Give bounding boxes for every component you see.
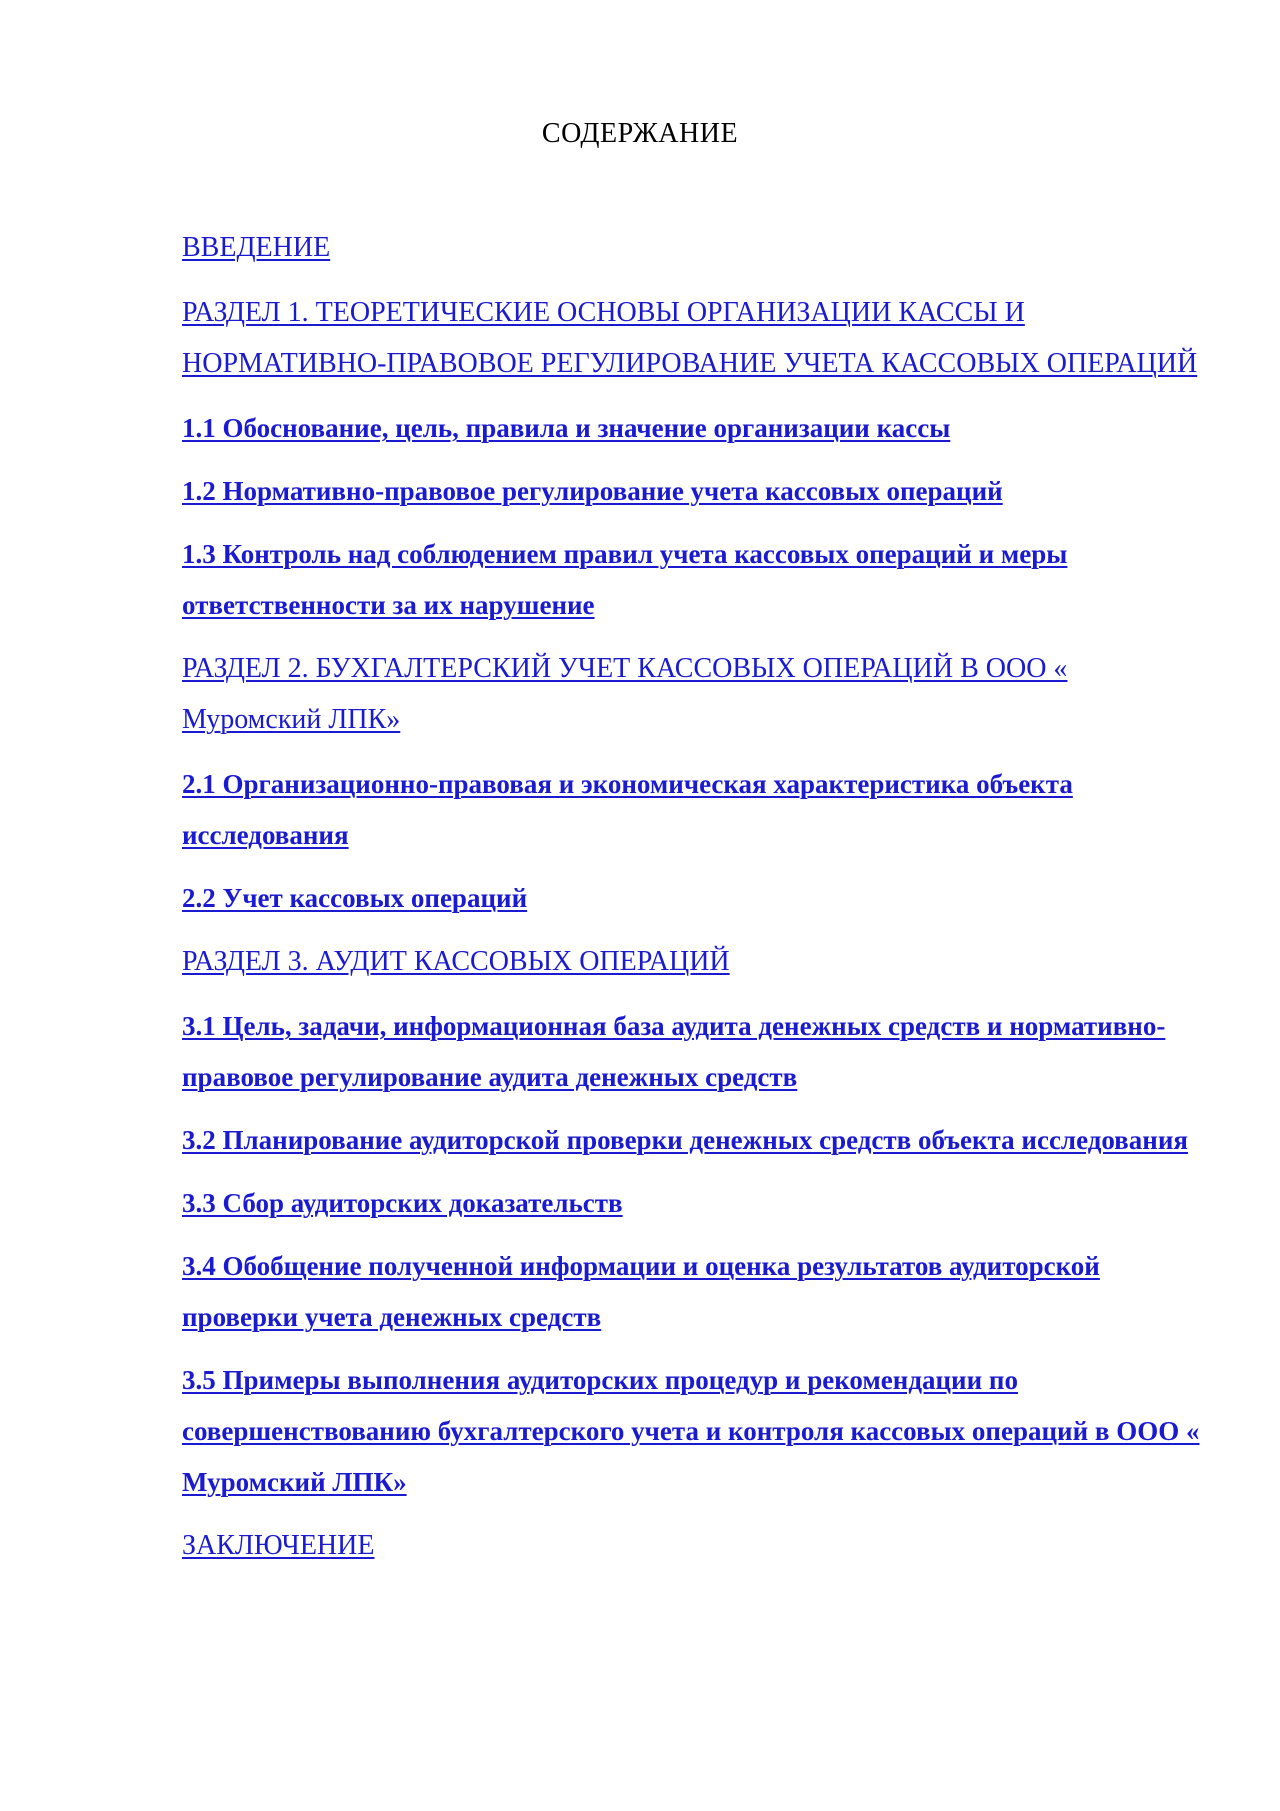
toc-item-1-2 — [182, 466, 1202, 517]
toc-item-section-1 — [182, 287, 1202, 389]
toc-item-3-2 — [182, 1115, 1202, 1166]
toc-link-3-3[interactable]: 3.3 Сбор аудиторских доказательств — [182, 1188, 623, 1218]
toc-link-2-1[interactable]: 2.1 Организационно-правовая и экономическая характеристика объекта исследования — [182, 769, 1073, 850]
toc-spacer — [182, 861, 1202, 873]
toc-spacer — [182, 1229, 1202, 1241]
toc-link-3-5[interactable]: 3.5 Примеры выполнения аудиторских процедур и рекомендации по совершенствованию бухгалтерского учета и контроля кассовых операций в ООО « Муромский ЛПК» — [182, 1365, 1200, 1497]
toc-link-section-2[interactable]: РАЗДЕЛ 2. БУХГАЛТЕРСКИЙ УЧЕТ КАССОВЫХ ОПЕРАЦИЙ В ООО « Муромский ЛПК» — [182, 653, 1068, 735]
toc-link-1-2[interactable]: 1.2 Нормативно-правовое регулирование учета кассовых операций — [182, 476, 1003, 506]
toc-spacer — [182, 389, 1202, 403]
toc-link-3-4[interactable]: 3.4 Обобщение полученной информации и оценка результатов аудиторской проверки учета денежных средств — [182, 1251, 1100, 1332]
toc-item-3-4 — [182, 1241, 1202, 1343]
toc-item-1-1 — [182, 403, 1202, 454]
toc-item-introduction — [182, 222, 1202, 273]
toc-spacer — [182, 1508, 1202, 1520]
toc-spacer — [182, 745, 1202, 759]
toc-item-section-2 — [182, 643, 1202, 745]
table-of-contents — [182, 222, 1202, 1571]
toc-link-3-2[interactable]: 3.2 Планирование аудиторской проверки денежных средств объекта исследования — [182, 1125, 1188, 1155]
toc-item-2-1 — [182, 759, 1202, 861]
toc-link-introduction[interactable]: ВВЕДЕНИЕ — [182, 232, 331, 263]
page-title: СОДЕРЖАНИЕ — [541, 118, 739, 149]
toc-spacer — [182, 631, 1202, 643]
toc-item-3-5 — [182, 1355, 1202, 1508]
toc-spacer — [182, 924, 1202, 936]
toc-link-section-1[interactable]: РАЗДЕЛ 1. ТЕОРЕТИЧЕСКИЕ ОСНОВЫ ОРГАНИЗАЦИИ КАССЫ И НОРМАТИВНО-ПРАВОВОЕ РЕГУЛИРОВАНИЕ УЧЕТА КАССОВЫХ ОПЕРАЦИЙ — [182, 297, 1198, 379]
toc-item-1-3 — [182, 529, 1202, 631]
toc-item-section-3 — [182, 936, 1202, 987]
toc-item-3-3 — [182, 1178, 1202, 1229]
toc-spacer — [182, 1166, 1202, 1178]
toc-link-2-2[interactable]: 2.2 Учет кассовых операций — [182, 883, 528, 913]
toc-link-1-1[interactable]: 1.1 Обоснование, цель, правила и значение организации кассы — [182, 413, 951, 443]
toc-link-1-3[interactable]: 1.3 Контроль над соблюдением правил учета кассовых операций и меры ответственности за их нарушение — [182, 539, 1068, 620]
toc-link-3-1[interactable]: 3.1 Цель, задачи, информационная база аудита денежных средств и нормативно-правовое регулирование аудита денежных средств — [182, 1011, 1166, 1092]
toc-spacer — [182, 273, 1202, 287]
toc-item-2-2 — [182, 873, 1202, 924]
toc-spacer — [182, 517, 1202, 529]
toc-spacer — [182, 987, 1202, 1001]
toc-link-conclusion[interactable]: ЗАКЛЮЧЕНИЕ — [182, 1530, 375, 1561]
toc-spacer — [182, 454, 1202, 466]
toc-item-conclusion — [182, 1520, 1202, 1571]
toc-item-3-1 — [182, 1001, 1202, 1103]
toc-link-section-3[interactable]: РАЗДЕЛ 3. АУДИТ КАССОВЫХ ОПЕРАЦИЙ — [182, 946, 730, 977]
toc-spacer — [182, 1103, 1202, 1115]
toc-spacer — [182, 1343, 1202, 1355]
